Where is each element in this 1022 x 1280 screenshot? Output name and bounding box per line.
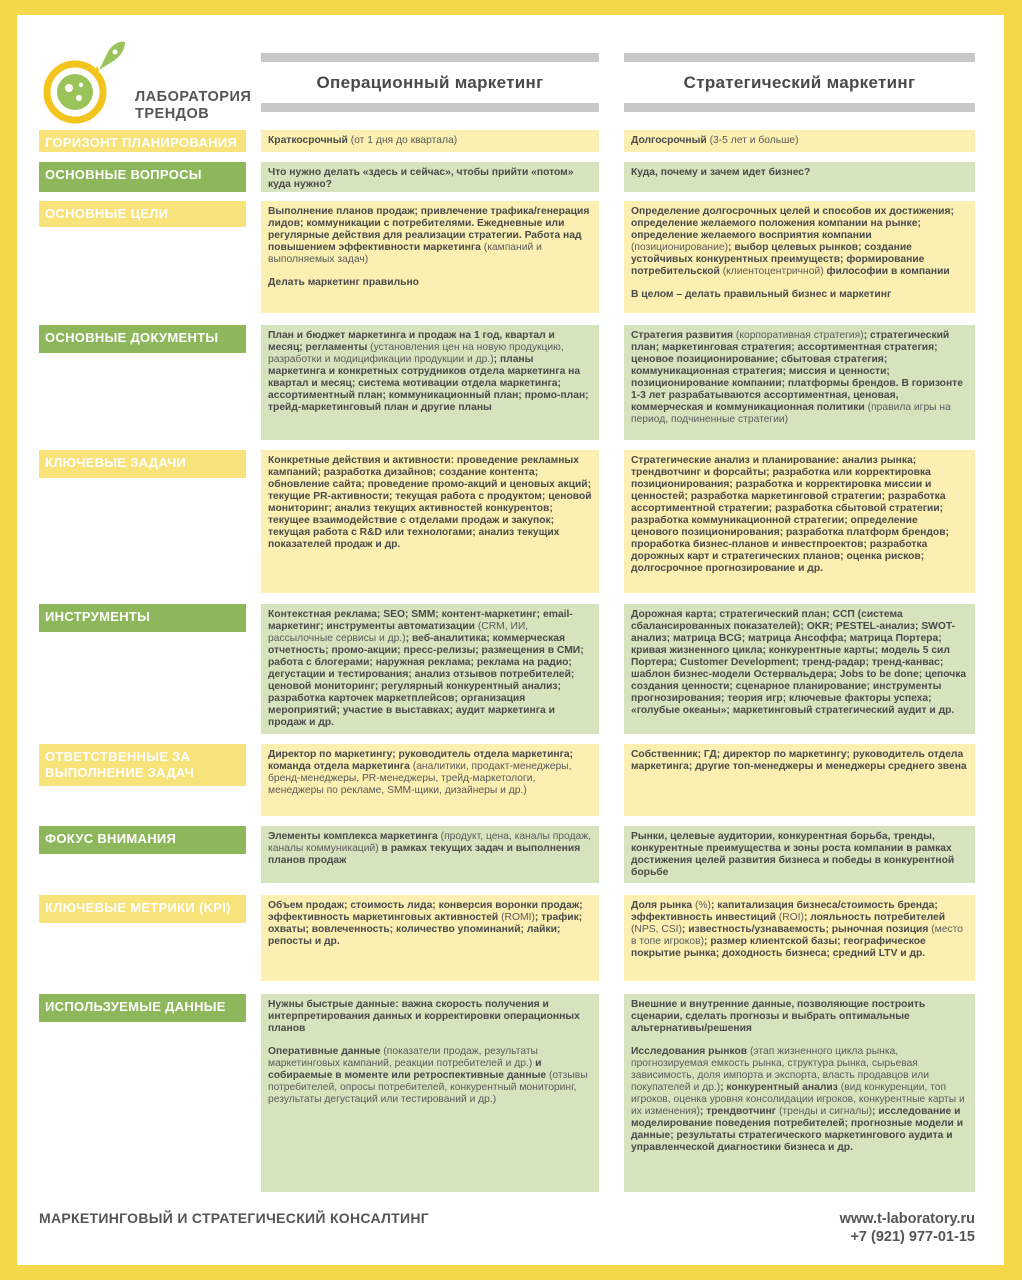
bold-text: Контекстная реклама; SEO; SMM; контент-маркетинг; email-маркетинг; инструменты автоматизации bbox=[268, 609, 573, 632]
bold-text: Краткосрочный bbox=[268, 135, 348, 146]
note-text: (правила игры на период, подчиненные стратегии) bbox=[631, 402, 951, 425]
cell-paragraph bbox=[268, 999, 592, 1035]
footer-tagline: МАРКЕТИНГОВЫЙ И СТРАТЕГИЧЕСКИЙ КОНСАЛТИНГ bbox=[39, 1210, 430, 1226]
cell-paragraph bbox=[631, 831, 968, 879]
row-label: ИНСТРУМЕНТЫ bbox=[39, 604, 246, 632]
bold-text: ; веб-аналитика; коммерческая отчетность; промо-акции; пресс-релизы; размещения в СМИ; работа с блогерами; наружная реклама; реклама на радио; дегустации и тестирования; анализ отзывов потребителей; ценовой мониторинг; регулярный конкурентный анализ; разработка карточек маркетплейсов; организация мероприятий; участие в выставках; аудит маркетинга и продаж и др. bbox=[268, 633, 584, 728]
cell-paragraph bbox=[631, 999, 968, 1035]
cell-paragraph bbox=[631, 206, 968, 278]
table-row bbox=[39, 325, 975, 440]
bold-text: Доля рынка bbox=[631, 900, 693, 911]
bold-text: и собираемые в моменте или ретроспективные данные bbox=[268, 1058, 547, 1081]
bold-text: ; планы маркетинга и конкретных сотрудников отдела маркетинга на квартал и месяц; система мотивации отдела маркетинга; ассортиментный план; коммуникационный план; промо-план; трейд-маркетинговый план и другие планы bbox=[268, 354, 589, 413]
cell-summary: В целом – делать правильный бизнес и маркетинг bbox=[631, 289, 892, 300]
bold-text: ; лояльность потребителей bbox=[803, 912, 946, 923]
strategic-cell bbox=[624, 826, 975, 883]
bold-text: Определение долгосрочных целей и способов их достижения; определение желаемого положения компании на рынке; определение желаемого восприятия компании bbox=[631, 206, 954, 241]
cell-paragraph bbox=[631, 135, 968, 147]
bold-text: Директор по маркетингу; руководитель отдела маркетинга; команда отдела маркетинга bbox=[268, 749, 574, 772]
note-text: (клиентоцентричной) bbox=[719, 266, 827, 277]
table-row bbox=[39, 744, 975, 816]
cell-paragraph bbox=[631, 330, 968, 426]
note-text: (тренды и сигналы) bbox=[776, 1106, 873, 1117]
note-text: (NPS, CSI) bbox=[631, 924, 682, 935]
operational-cell bbox=[261, 895, 599, 981]
column-header-operational: Операционный маркетинг bbox=[261, 53, 599, 112]
note-text: (продукт, цена, каналы продаж, каналы коммуникаций) bbox=[268, 831, 592, 854]
row-label: КЛЮЧЕВЫЕ ЗАДАЧИ bbox=[39, 450, 246, 478]
rocket-flask-logo-icon bbox=[39, 32, 135, 132]
logo bbox=[39, 32, 252, 132]
cell-paragraph bbox=[268, 749, 592, 797]
bold-text: Объем продаж; стоимость лида; конверсия воронки продаж; эффективность маркетинговых активностей bbox=[268, 900, 583, 923]
note-text: (3-5 лет и больше) bbox=[706, 135, 799, 146]
strategic-cell bbox=[624, 162, 975, 192]
operational-cell bbox=[261, 826, 599, 883]
bold-text: ; капитализация бизнеса/стоимость бренда; эффективность инвестиций bbox=[631, 900, 938, 923]
note-text: (ROI) bbox=[775, 912, 804, 923]
bold-text: ; выбор целевых рынков; создание устойчивых конкурентных преимуществ; формирование потребительской bbox=[631, 242, 925, 277]
cell-paragraph bbox=[631, 455, 968, 575]
bold-text: Собственник; ГД; директор по маркетингу; руководитель отдела маркетинга; другие топ-менеджеры и менеджеры среднего звена bbox=[631, 749, 967, 772]
column-header-strategic: Стратегический маркетинг bbox=[624, 53, 975, 112]
bold-text: ; размер клиентской базы; географическое покрытие рынка; доходность бизнеса; средний LTV и др. bbox=[631, 936, 926, 959]
cell-paragraph bbox=[268, 206, 592, 266]
strategic-cell bbox=[624, 450, 975, 593]
note-text: (этап жизненного цикла рынка, прогнозируемая емкость рынка, структура рынка, сырьевая зависимость, доля импорта и экспорта, власть продавцов или покупателей и др.) bbox=[631, 1046, 930, 1093]
cell-paragraph bbox=[631, 900, 968, 960]
operational-cell bbox=[261, 325, 599, 440]
bold-text: Стратегические анализ и планирование: анализ рынка; трендвотчинг и форсайты; разработка или корректировка позиционирования; разработка и корректировка миссии и ценностей; разработка маркетинговой стратегии; разработка ассортиментной стратегии; разработка сбытовой стратегии; разработка коммуникационной стратегии; определение ценового позиционирования; разработка платформ брендов; проработка бизнес-планов и инвестпроектов; разработка дорожных карт и стратегических планов; оценка рисков; долгосрочное прогнозирование и др. bbox=[631, 455, 949, 574]
row-label: ГОРИЗОНТ ПЛАНИРОВАНИЯ bbox=[39, 130, 246, 152]
note-text: (кампаний и выполняемых задач) bbox=[268, 242, 542, 265]
bold-text: в рамках текущих задач и выполнения планов продаж bbox=[268, 843, 581, 866]
bold-text: ; стратегический план; маркетинговая стратегия; ассортиментная стратегия; ценовое позиционирование; сбытовая стратегия; коммуникационная стратегия; миссия и ценности; позиционирование компании; платформы брендов. В горизонте 1-3 лет разрабатываются ассортиментная, ценовая, коммерческая и коммуникационная политики bbox=[631, 330, 963, 413]
cell-paragraph bbox=[268, 900, 592, 948]
cell-paragraph bbox=[268, 609, 592, 729]
note-text: (место в топе игроков) bbox=[631, 924, 963, 947]
bold-text: Дорожная карта; стратегический план; ССП (система сбалансированных показателей); OKR; PESTEL-анализ; SWOT-анализ; матрица BCG; матрица Ансоффа; матрица Портера; кривая жизненного цикла; конкурентные карты; модель 5 сил Портера; Customer Development; тренд-радар; тренд-канвас; шаблон бизнес-модели Остервальдера; Jobs to be done; цепочка создания ценности; сценарное планирование; инструменты прогнозирования; теория игр; ключевые факторы успеха; «голубые океаны»; маркетинговый стратегический аудит и др. bbox=[631, 609, 967, 716]
cell-paragraph bbox=[268, 455, 592, 551]
infographic-page bbox=[17, 15, 1004, 1265]
cell-paragraph bbox=[631, 1046, 968, 1154]
bold-text: ; трендвотчинг bbox=[699, 1106, 777, 1117]
operational-cell bbox=[261, 201, 599, 313]
table-row bbox=[39, 162, 975, 192]
cell-summary: Делать маркетинг правильно bbox=[268, 277, 419, 288]
bold-text: Стратегия развития bbox=[631, 330, 734, 341]
bold-text: Что нужно делать «здесь и сейчас», чтобы прийти «потом» куда нужно? bbox=[268, 167, 574, 190]
row-label: КЛЮЧЕВЫЕ МЕТРИКИ (KPI) bbox=[39, 895, 246, 923]
phone-number: +7 (921) 977-01-15 bbox=[850, 1229, 975, 1245]
operational-cell bbox=[261, 130, 599, 152]
operational-cell bbox=[261, 162, 599, 192]
operational-cell bbox=[261, 604, 599, 734]
cell-paragraph bbox=[631, 749, 968, 773]
note-text: (аналитики, продакт-менеджеры, бренд-менеджеры, PR-менеджеры, трейд-маркетологи, менеджеры по рекламе, SMM-щики, дизайнеры и др.) bbox=[268, 761, 572, 796]
strategic-cell bbox=[624, 325, 975, 440]
logo-line-2: ТРЕНДОВ bbox=[135, 106, 210, 122]
table-row bbox=[39, 450, 975, 593]
bold-text: Внешние и внутренние данные, позволяющие построить сценарии, сделать прогнозы и выбрать оптимальные альтернативы/решения bbox=[631, 999, 926, 1034]
footer-contacts bbox=[840, 1210, 975, 1246]
logo-text bbox=[135, 89, 251, 123]
note-text: (CRM, ИИ, рассылочные сервисы и др.) bbox=[268, 621, 529, 644]
cell-paragraph bbox=[268, 1046, 592, 1106]
row-label: ОТВЕТСТВЕННЫЕ ЗА ВЫПОЛНЕНИЕ ЗАДАЧ bbox=[39, 744, 246, 786]
table-row bbox=[39, 826, 975, 883]
row-label: ИСПОЛЬЗУЕМЫЕ ДАННЫЕ bbox=[39, 994, 246, 1022]
operational-cell bbox=[261, 744, 599, 816]
bold-text: Выполнение планов продаж; привлечение трафика/генерация лидов; коммуникации с потребителями. Ежедневные или регулярные действия для реализации стратегии. Работа над повышением эффективности маркетинга bbox=[268, 206, 590, 253]
operational-cell bbox=[261, 994, 599, 1192]
cell-paragraph bbox=[268, 330, 592, 414]
strategic-cell bbox=[624, 895, 975, 981]
bold-text: Конкретные действия и активности: проведение рекламных кампаний; разработка дизайнов; создание контента; обновление сайта; проведение промо-акций и ценовых акций; текущие PR-активности; текущая работа с продуктом; ценовой мониторинг; анализ текущих активностей конкурентов; текущее взаимодействие с отделами продаж и закупок; текущая работа с R&D или технологами; анализ текущих показателей продаж и др. bbox=[268, 455, 592, 550]
row-label: ОСНОВНЫЕ ДОКУМЕНТЫ bbox=[39, 325, 246, 353]
table-row bbox=[39, 130, 975, 152]
website-link[interactable]: www.t-laboratory.ru bbox=[839, 1211, 975, 1227]
note-text: (корпоративная стратегия) bbox=[733, 330, 864, 341]
bold-text: ; трафик; охваты; вовлеченность; количество упоминаний; лайки; репосты и др. bbox=[268, 912, 583, 947]
note-text: (вид конкуренции, топ игроков, оценка уровня консолидации игроков, конкурентные карты и их изменения) bbox=[631, 1082, 965, 1117]
note-text: (показатели продаж, результаты маркетинговых кампаний, реакции потребителей и др.) bbox=[268, 1046, 538, 1069]
note-text: (от 1 дня до квартала) bbox=[347, 135, 458, 146]
cell-paragraph bbox=[268, 135, 592, 147]
table-row bbox=[39, 604, 975, 734]
cell-paragraph bbox=[631, 167, 968, 179]
operational-cell bbox=[261, 450, 599, 593]
note-text: (установления цен на новую продукцию, разработки и модицификации продукции и др.) bbox=[268, 342, 564, 365]
bold-text: ; конкурентный анализ bbox=[720, 1082, 838, 1093]
table-row bbox=[39, 994, 975, 1192]
strategic-cell bbox=[624, 201, 975, 313]
strategic-cell bbox=[624, 994, 975, 1192]
cell-paragraph bbox=[268, 167, 592, 191]
note-text: (%) bbox=[692, 900, 711, 911]
strategic-cell bbox=[624, 604, 975, 734]
bold-text: ; исследование и моделирование поведения потребителей; прогнозные модели и данные; результаты стратегического маркетингового аудита и управленческой диагностики бизнеса и др. bbox=[631, 1106, 964, 1153]
row-label: ОСНОВНЫЕ ВОПРОСЫ bbox=[39, 162, 246, 192]
bold-text: ; известность/узнаваемость; рыночная позиция bbox=[681, 924, 929, 935]
bold-text: Долгосрочный bbox=[631, 135, 707, 146]
logo-line-1: ЛАБОРАТОРИЯ bbox=[135, 89, 252, 105]
cell-paragraph bbox=[268, 831, 592, 867]
strategic-cell bbox=[624, 130, 975, 152]
row-label: ОСНОВНЫЕ ЦЕЛИ bbox=[39, 201, 246, 227]
cell-paragraph bbox=[631, 609, 968, 717]
strategic-cell bbox=[624, 744, 975, 816]
table-row bbox=[39, 201, 975, 313]
bold-text: Элементы комплекса маркетинга bbox=[268, 831, 438, 842]
bold-text: Исследования рынков bbox=[631, 1046, 748, 1057]
bold-text: Оперативные данные bbox=[268, 1046, 381, 1057]
bold-text: План и бюджет маркетинга и продаж на 1 год, квартал и месяц; регламенты bbox=[268, 330, 555, 353]
bold-text: Рынки, целевые аудитории, конкурентная борьба, тренды, конкурентные преимущества и зоны роста компании в рамках достижения целей развития бизнеса и победы в конкурентной борьбе bbox=[631, 831, 955, 878]
note-text: (ROMI) bbox=[498, 912, 535, 923]
bold-text: философии в компании bbox=[826, 266, 950, 277]
bold-text: Нужны быстрые данные: важна скорость получения и интерпретирования данных и корректировки операционных планов bbox=[268, 999, 580, 1034]
row-label: ФОКУС ВНИМАНИЯ bbox=[39, 826, 246, 854]
bold-text: Куда, почему и зачем идет бизнес? bbox=[631, 167, 811, 178]
note-text: (отзывы потребителей, опросы потребителей, конкурентный мониторинг, результаты дегустаций или тестирований и др.) bbox=[268, 1070, 588, 1105]
note-text: (позиционирование) bbox=[631, 242, 729, 253]
table-row bbox=[39, 895, 975, 981]
